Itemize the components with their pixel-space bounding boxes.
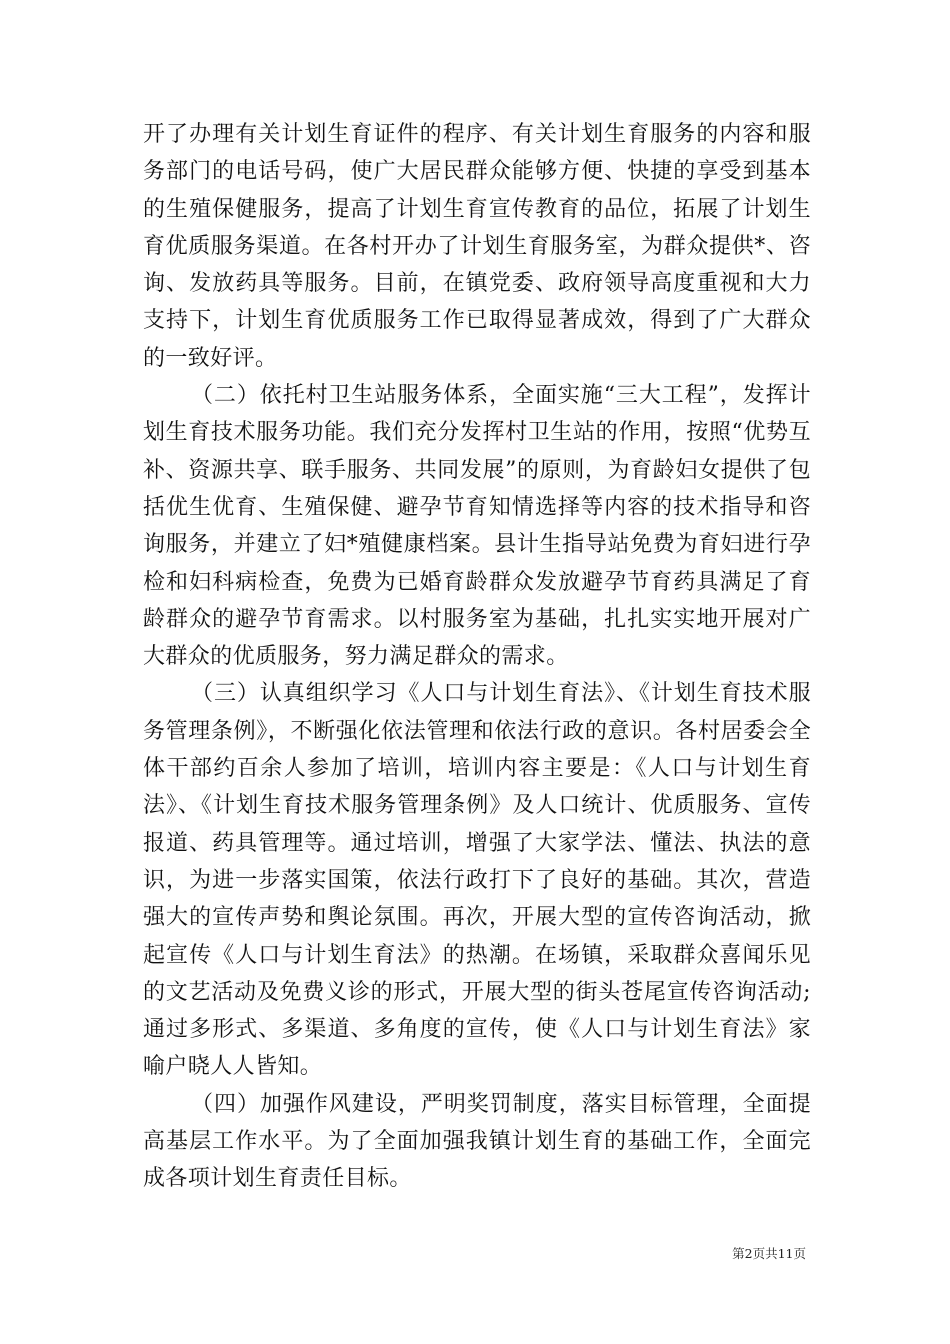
page-number-footer: 第2页共11页 — [732, 1246, 806, 1261]
paragraph-2: （二）依托村卫生站服务体系，全面实施“三大工程”，发挥计划生育技术服务功能。我们充分发挥村卫生站的作用，按照“优势互补、资源共享、联手服务、共同发展”的原则，为育龄妇女提供了包括优生优育、生殖保健、避孕节育知情选择等内容的技术指导和咨询服务，并建立了妇*殖健康档案。县计生指导站免费为育妇进行孕检和妇科病检查，免费为已婚育龄群众发放避孕节育药具满足了育龄群众的避孕节育需求。以村服务室为基础，扎扎实实地开展对广大群众的优质服务，努力满足群众的需求。 — [143, 383, 811, 670]
paragraph-3: （三）认真组织学习《人口与计划生育法》、《计划生育技术服务管理条例》，不断强化依法管理和依法行政的意识。各村居委会全体干部约百余人参加了培训，培训内容主要是：《人口与计划生育法》、《计划生育技术服务管理条例》及人口统计、优质服务、宣传报道、药具管理等。通过培训，增强了大家学法、懂法、执法的意识，为进一步落实国策，依法行政打下了良好的基础。其次，营造强大的宣传声势和舆论氛围。再次，开展大型的宣传咨询活动，掀起宣传《人口与计划生育法》的热潮。在场镇，采取群众喜闻乐见的文艺活动及免费义诊的形式，开展大型的街头苍尾宣传咨询活动;通过多形式、多渠道、多角度的宣传，使《人口与计划生育法》家喻户晓人人皆知。 — [143, 681, 811, 1080]
document-body — [143, 116, 811, 1198]
paragraph-1: 开了办理有关计划生育证件的程序、有关计划生育服务的内容和服务部门的电话号码，使广大居民群众能够方便、快捷的享受到基本的生殖保健服务，提高了计划生育宣传教育的品位，拓展了计划生育优质服务渠道。在各村开办了计划生育服务室，为群众提供*、咨询、发放药具等服务。目前，在镇党委、政府领导高度重视和大力支持下，计划生育优质服务工作已取得显著成效，得到了广大群众的一致好评。 — [143, 122, 811, 371]
paragraph-4: （四）加强作风建设，严明奖罚制度，落实目标管理，全面提高基层工作水平。为了全面加强我镇计划生育的基础工作，全面完成各项计划生育责任目标。 — [143, 1091, 811, 1192]
